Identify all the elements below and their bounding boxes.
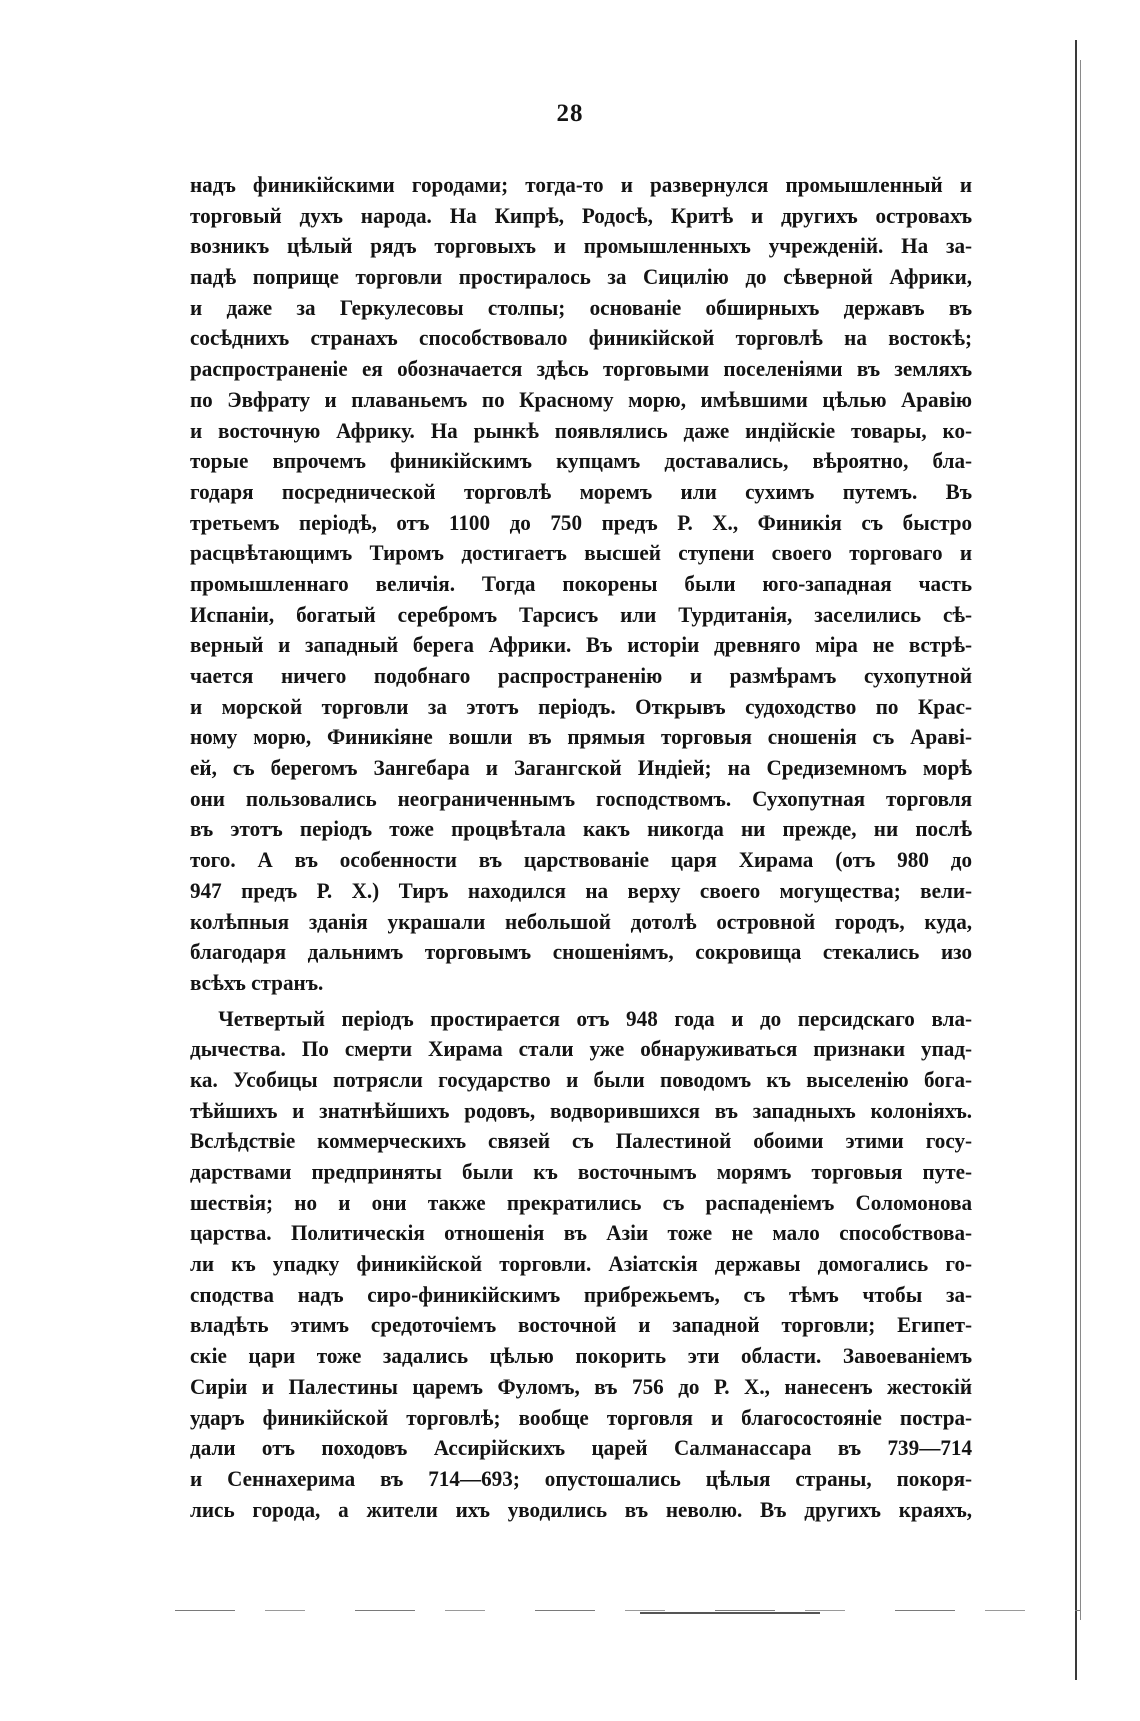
text-line: царства. Политическія отношенія въ Азіи тоже не мало способствова- [190,1220,973,1246]
text-line: ударъ финикійской торговлѣ; вообще торговля и благосостояніе постра- [190,1404,973,1430]
text-line: верный и западный берега Африки. Въ исторіи древняго міра не встрѣ- [190,632,973,658]
text-line: дычества. По смерти Хирама стали уже обнаруживаться признаки упад- [190,1036,973,1062]
text-line: надъ финикійскими городами; тогда-то и развернулся промышленный и [190,172,973,197]
text-line: сподства надъ сиро-финикійскимъ прибрежьемъ, съ тѣмъ чтобы за- [190,1281,973,1307]
text-line: и восточную Африку. На рынкѣ появлялись даже индійскіе товары, ко- [190,417,973,443]
scan-bottom-rule-solid [640,1612,820,1614]
text-line: тѣйшихъ и знатнѣйшихъ родовъ, водворившихся въ западныхъ колоніяхъ. [190,1097,973,1123]
text-line: расцвѣтающимъ Тиромъ достигаетъ высшей ступени своего торговаго и [190,540,973,566]
text-line: ей, съ берегомъ Зангебара и Загангской Индіей; на Средиземномъ морѣ [190,755,973,781]
text-line: чается ничего подобнаго распространенію и размѣрамъ сухопутной [190,663,973,688]
text-line: въ этотъ періодъ тоже процвѣтала какъ никогда ни прежде, ни послѣ [190,816,973,842]
text-line: торые впрочемъ финикійскимъ купцамъ доставались, вѣроятно, бла- [190,448,973,474]
body-text [190,170,973,1525]
text-line: они пользовались неограниченнымъ господствомъ. Сухопутная торговля [190,785,973,811]
text-line: годаря посреднической торговлѣ моремъ или сухимъ путемъ. Въ [190,478,973,504]
text-line: ному морю, Финикіяне вошли въ прямыя торговыя сношенія съ Араві- [190,724,973,750]
text-line: всѣхъ странъ. [190,969,324,995]
text-line: сосѣднихъ странахъ способствовало финикійской торговлѣ на востокѣ; [190,325,973,351]
text-line: дали отъ походовъ Ассирійскихъ царей Салманассара въ 739—714 [190,1435,973,1461]
text-line: шествія; но и они также прекратились съ распаденіемъ Соломонова [190,1189,973,1215]
text-line: дарствами предприняты были къ восточнымъ морямъ торговыя путе- [190,1159,973,1184]
text-line: и даже за Геркулесовы столпы; основаніе обширныхъ державъ въ [190,294,973,320]
scan-edge-rule [1075,40,1077,1680]
text-line: падѣ поприще торговли простиралось за Сицилію до сѣверной Африки, [190,264,973,290]
text-line: по Эвфрату и плаваньемъ по Красному морю, имѣвшими цѣлью Аравію [190,386,973,412]
text-line: и морской торговли за этотъ періодъ. Открывъ судоходство по Крас- [190,693,973,719]
text-line: промышленнаго величія. Тогда покорены были юго-западная часть [190,570,973,596]
scan-bottom-rule [175,1610,1080,1611]
text-line: ли къ упадку финикійской торговли. Азіатскія державы домогались го- [190,1251,973,1277]
text-line: колѣпныя зданія украшали небольшой дотолѣ островной городъ, куда, [190,908,973,934]
text-line: Испаніи, богатый серебромъ Тарсисъ или Турдитанія, заселились сѣ- [190,601,973,627]
text-line: распространеніе ея обозначается здѣсь торговыми поселеніями въ земляхъ [190,356,973,382]
text-line: Сиріи и Палестины царемъ Фуломъ, въ 756 до Р. Х., нанесенъ жестокій [190,1373,973,1399]
text-line: и Сеннахерима въ 714—693; опустошались цѣлыя страны, покоря- [190,1465,973,1491]
text-line: 947 предъ Р. Х.) Тиръ находился на верху своего могущества; вели- [190,877,973,903]
text-line: владѣть этимъ средоточіемъ восточной и западной торговли; Египет- [190,1312,973,1338]
text-line: благодаря дальнимъ торговымъ сношеніямъ, сокровища стекались изо [190,939,973,965]
page-number: 28 [556,100,584,127]
text-line: третьемъ періодѣ, отъ 1100 до 750 предъ Р. Х., Финикія съ быстро [190,509,973,535]
text-line: скіе цари тоже задались цѣлью покорить эти области. Завоеваніемъ [190,1343,973,1369]
text-line: Вслѣдствіе коммерческихъ связей съ Палестиной обоими этими госу- [190,1128,973,1154]
text-line: того. А въ особенности въ царствованіе царя Хирама (отъ 980 до [190,847,973,873]
scan-edge-rule-thin [1080,60,1081,1620]
text-line: возникъ цѣлый рядъ торговыхъ и промышленныхъ учрежденій. На за- [190,233,973,259]
text-line: лись города, а жители ихъ уводились въ неволю. Въ другихъ краяхъ, [190,1496,973,1522]
paragraph-start: Четвертый періодъ простирается отъ 948 года и до персидскаго вла- [218,1005,973,1031]
text-line: ка. Усобицы потрясли государство и были поводомъ къ выселенію бога- [190,1066,973,1092]
text-line: торговый духъ народа. На Кипрѣ, Родосѣ, Критѣ и другихъ островахъ [190,202,973,228]
